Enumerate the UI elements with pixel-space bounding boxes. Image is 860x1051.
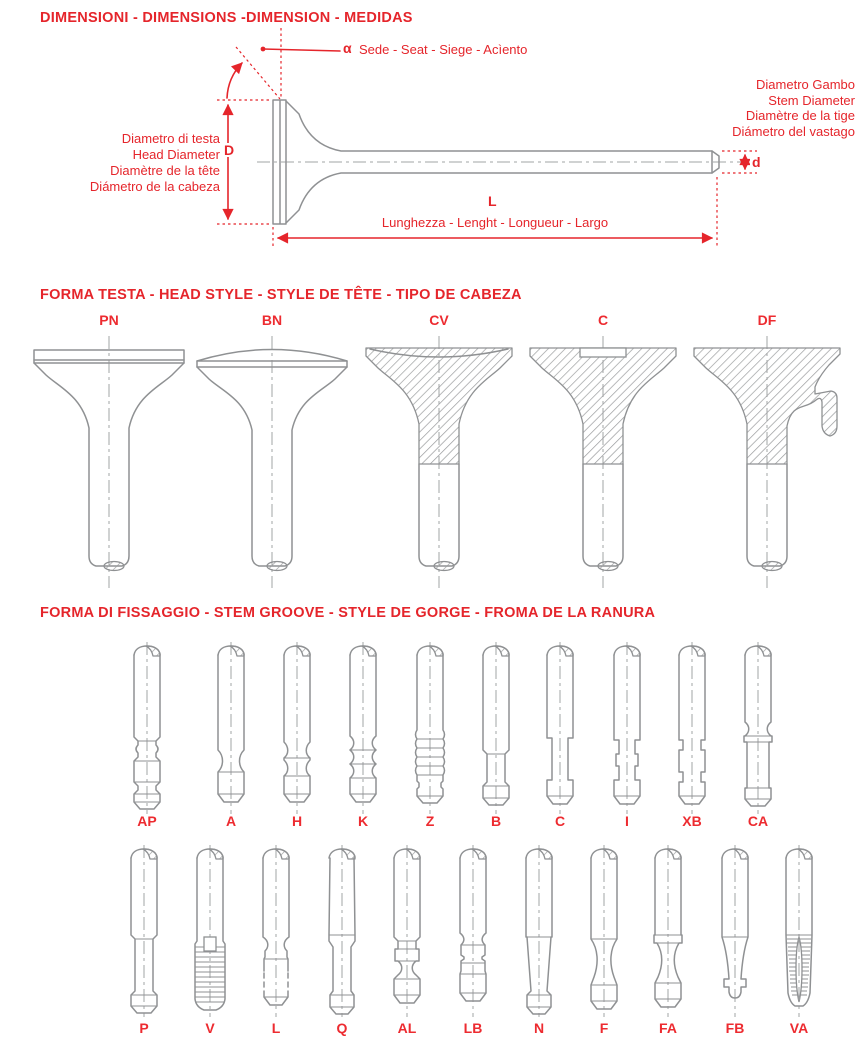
stem-groove-label-h: H — [291, 813, 303, 829]
stem-groove-label-i: I — [625, 813, 629, 829]
head-style-label-df: DF — [757, 312, 777, 328]
stem-groove-figure-k — [335, 642, 391, 814]
seat-label: Sede - Seat - Siege - Acìento — [359, 42, 528, 57]
stem-groove-label-v: V — [205, 1020, 215, 1036]
stem-groove-figure-al — [379, 845, 435, 1017]
stem-groove-figure-b — [468, 642, 524, 814]
stem-groove-figure-xb — [664, 642, 720, 814]
head-style-label-pn: PN — [99, 312, 119, 328]
stem-groove-figure-f — [576, 845, 632, 1017]
stem-groove-figure-ap — [119, 642, 175, 814]
stem-groove-figure-p — [116, 845, 172, 1017]
stem-diameter-label — [665, 77, 855, 139]
stem-groove-label-l: L — [271, 1020, 281, 1036]
stem-groove-label-k: K — [357, 813, 369, 829]
stem-groove-figure-ca — [730, 642, 786, 814]
stem-diameter-line: Diámetro del vastago — [732, 123, 855, 139]
stem-groove-label-fa: FA — [659, 1020, 677, 1036]
stem-groove-figure-z — [402, 642, 458, 814]
section-dimensions-title: DIMENSIONI - DIMENSIONS -DIMENSION - MEDIDAS — [40, 10, 413, 26]
stem-groove-label-ca: CA — [747, 813, 769, 829]
stem-groove-label-xb: XB — [682, 813, 702, 829]
stem-groove-label-al: AL — [397, 1020, 417, 1036]
head-style-figure-bn — [189, 334, 355, 592]
section-stem-groove-title: FORMA DI FISSAGGIO - STEM GROOVE - STYLE DE GORGE - FROMA DE LA RANURA — [40, 605, 656, 621]
stem-groove-figure-fb — [707, 845, 763, 1017]
stem-groove-label-c: C — [554, 813, 566, 829]
stem-groove-label-ap: AP — [137, 813, 157, 829]
length-label: Lunghezza - Lenght - Longueur - Largo — [381, 215, 609, 230]
stem-groove-label-n: N — [533, 1020, 545, 1036]
stem-groove-label-p: P — [139, 1020, 149, 1036]
head-style-label-bn: BN — [261, 312, 283, 328]
section-head-style-title: FORMA TESTA - HEAD STYLE - STYLE DE TÊTE - TIPO DE CABEZA — [40, 287, 522, 303]
head-style-figure-df — [684, 334, 850, 592]
stem-groove-figure-va — [771, 845, 827, 1017]
stem-groove-figure-q — [314, 845, 370, 1017]
head-style-label-c: C — [597, 312, 609, 328]
stem-groove-label-va: VA — [789, 1020, 809, 1036]
stem-groove-figure-v — [182, 845, 238, 1017]
length-symbol: L — [488, 193, 497, 209]
head-diameter-line: Head Diameter — [132, 147, 220, 162]
head-diameter-symbol: D — [224, 142, 235, 158]
stem-groove-figure-c — [532, 642, 588, 814]
head-style-figure-c — [520, 334, 686, 592]
head-diameter-line: Diametro di testa — [121, 131, 220, 146]
stem-groove-label-a: A — [225, 813, 237, 829]
stem-groove-figure-fa — [640, 845, 696, 1017]
stem-groove-label-b: B — [490, 813, 502, 829]
stem-groove-figure-l — [248, 845, 304, 1017]
head-diameter-line: Diámetro de la cabeza — [89, 179, 220, 194]
stem-groove-figure-lb — [445, 845, 501, 1017]
stem-groove-label-lb: LB — [463, 1020, 483, 1036]
head-diameter-label — [20, 131, 220, 195]
stem-groove-figure-a — [203, 642, 259, 814]
angle-alpha-symbol: α — [343, 40, 352, 56]
stem-groove-label-z: Z — [425, 813, 435, 829]
stem-groove-figure-h — [269, 642, 325, 814]
stem-groove-label-q: Q — [336, 1020, 348, 1036]
stem-diameter-line: Diametro Gambo — [756, 77, 855, 92]
stem-groove-label-fb: FB — [725, 1020, 745, 1036]
head-style-figure-cv — [356, 334, 522, 592]
stem-diameter-line: Diamètre de la tige — [745, 108, 855, 123]
stem-groove-figure-n — [511, 845, 567, 1017]
head-diameter-line: Diamètre de la tête — [110, 163, 220, 178]
head-style-figure-pn — [26, 334, 192, 592]
stem-diameter-symbol: d — [752, 154, 761, 170]
stem-groove-label-f: F — [599, 1020, 609, 1036]
stem-diameter-line: Stem Diameter — [768, 92, 855, 108]
head-style-label-cv: CV — [429, 312, 449, 328]
stem-groove-figure-i — [599, 642, 655, 814]
